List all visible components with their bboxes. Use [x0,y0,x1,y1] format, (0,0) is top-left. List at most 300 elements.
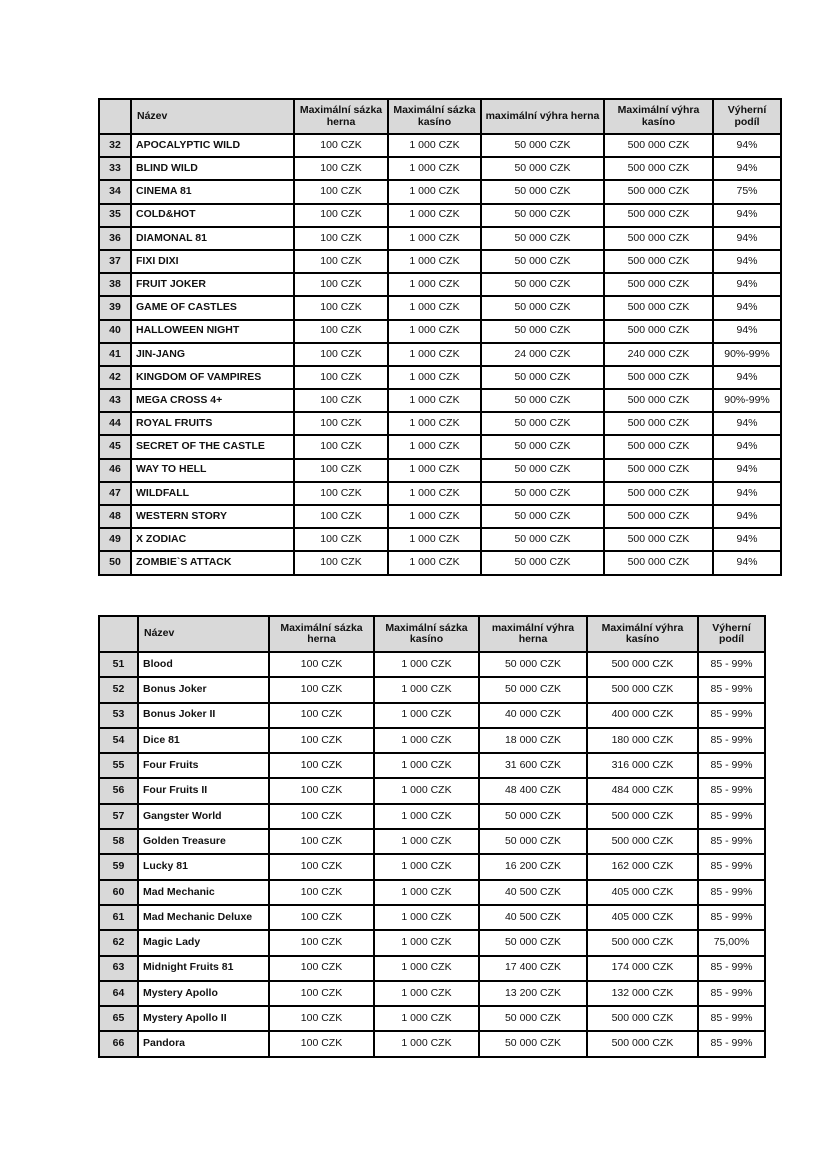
payout-ratio: 90%-99% [713,389,781,412]
row-index: 38 [99,273,131,296]
max-win-herna: 50 000 CZK [481,505,604,528]
max-bet-herna: 100 CZK [294,435,388,458]
payout-ratio: 94% [713,505,781,528]
max-win-kasino: 500 000 CZK [604,528,713,551]
game-name: Bonus Joker [138,677,269,702]
header-max-win-kasino: Maximální výhra kasíno [587,616,698,652]
max-win-kasino: 500 000 CZK [604,389,713,412]
max-win-kasino: 500 000 CZK [604,366,713,389]
header-row [99,616,765,652]
max-win-herna: 40 500 CZK [479,905,587,930]
payout-ratio: 94% [713,204,781,227]
game-name: APOCALYPTIC WILD [131,134,294,157]
max-bet-herna: 100 CZK [294,134,388,157]
max-bet-kasino: 1 000 CZK [374,778,479,803]
game-name: Pandora [138,1031,269,1056]
payout-ratio: 94% [713,273,781,296]
payout-ratio: 85 - 99% [698,804,765,829]
max-win-kasino: 500 000 CZK [604,157,713,180]
header-name: Název [138,616,269,652]
max-bet-herna: 100 CZK [294,528,388,551]
max-bet-kasino: 1 000 CZK [388,435,481,458]
header-max-bet-herna: Maximální sázka herna [269,616,374,652]
max-win-kasino: 500 000 CZK [604,505,713,528]
table-row [99,829,765,854]
max-bet-herna: 100 CZK [269,829,374,854]
table-row [99,703,765,728]
max-bet-herna: 100 CZK [294,343,388,366]
table-row [99,250,781,273]
row-index: 56 [99,778,138,803]
table-row [99,157,781,180]
game-name: ZOMBIE`S ATTACK [131,551,294,574]
max-win-herna: 50 000 CZK [481,459,604,482]
max-win-kasino: 500 000 CZK [604,180,713,203]
payout-ratio: 85 - 99% [698,981,765,1006]
max-bet-kasino: 1 000 CZK [374,1006,479,1031]
max-bet-herna: 100 CZK [269,1031,374,1056]
header-max-win-kasino: Maximální výhra kasíno [604,99,713,134]
max-bet-kasino: 1 000 CZK [388,389,481,412]
max-bet-herna: 100 CZK [294,412,388,435]
game-name: DIAMONAL 81 [131,227,294,250]
game-name: GAME OF CASTLES [131,296,294,319]
table-row [99,273,781,296]
max-bet-herna: 100 CZK [269,728,374,753]
payout-ratio: 90%-99% [713,343,781,366]
max-win-herna: 50 000 CZK [481,296,604,319]
game-name: Four Fruits [138,753,269,778]
max-bet-herna: 100 CZK [294,273,388,296]
max-win-kasino: 500 000 CZK [604,273,713,296]
game-name: Blood [138,652,269,677]
table-row [99,134,781,157]
payout-ratio: 85 - 99% [698,956,765,981]
max-bet-herna: 100 CZK [294,296,388,319]
max-win-herna: 50 000 CZK [481,157,604,180]
table-row [99,652,765,677]
max-win-herna: 17 400 CZK [479,956,587,981]
row-index: 53 [99,703,138,728]
row-index: 44 [99,412,131,435]
game-name: WAY TO HELL [131,459,294,482]
header-max-bet-kasino: Maximální sázka kasíno [388,99,481,134]
row-index: 52 [99,677,138,702]
row-index: 43 [99,389,131,412]
row-index: 60 [99,880,138,905]
table-row [99,981,765,1006]
max-win-herna: 50 000 CZK [481,227,604,250]
max-bet-kasino: 1 000 CZK [374,981,479,1006]
max-win-kasino: 500 000 CZK [604,250,713,273]
max-win-herna: 18 000 CZK [479,728,587,753]
header-max-bet-kasino: Maximální sázka kasíno [374,616,479,652]
table-row [99,880,765,905]
table-row [99,930,765,955]
payout-ratio: 94% [713,250,781,273]
max-win-kasino: 500 000 CZK [604,227,713,250]
row-index: 37 [99,250,131,273]
row-index: 47 [99,482,131,505]
max-bet-kasino: 1 000 CZK [374,728,479,753]
max-bet-herna: 100 CZK [294,250,388,273]
max-win-kasino: 500 000 CZK [604,482,713,505]
payout-ratio: 94% [713,412,781,435]
game-name: COLD&HOT [131,204,294,227]
table-row [99,551,781,574]
max-bet-kasino: 1 000 CZK [374,804,479,829]
payout-ratio: 94% [713,482,781,505]
max-bet-herna: 100 CZK [269,703,374,728]
row-index: 59 [99,854,138,879]
max-win-kasino: 405 000 CZK [587,905,698,930]
payout-ratio: 85 - 99% [698,854,765,879]
payout-ratio: 94% [713,551,781,574]
max-bet-herna: 100 CZK [269,778,374,803]
table-row [99,482,781,505]
max-bet-kasino: 1 000 CZK [374,905,479,930]
max-win-kasino: 500 000 CZK [587,677,698,702]
table-row [99,505,781,528]
payout-ratio: 85 - 99% [698,880,765,905]
max-bet-herna: 100 CZK [269,1006,374,1031]
row-index: 57 [99,804,138,829]
max-win-herna: 50 000 CZK [481,528,604,551]
row-index: 64 [99,981,138,1006]
max-win-herna: 50 000 CZK [479,1031,587,1056]
payout-ratio: 94% [713,459,781,482]
max-bet-kasino: 1 000 CZK [374,829,479,854]
max-win-herna: 50 000 CZK [481,389,604,412]
max-win-herna: 50 000 CZK [481,320,604,343]
max-win-kasino: 405 000 CZK [587,880,698,905]
max-bet-kasino: 1 000 CZK [388,250,481,273]
payout-ratio: 85 - 99% [698,728,765,753]
max-win-herna: 13 200 CZK [479,981,587,1006]
game-name: Magic Lady [138,930,269,955]
table-row [99,778,765,803]
max-bet-kasino: 1 000 CZK [374,880,479,905]
max-bet-herna: 100 CZK [269,677,374,702]
game-name: Four Fruits II [138,778,269,803]
max-bet-herna: 100 CZK [294,505,388,528]
row-index: 39 [99,296,131,319]
table-row [99,204,781,227]
header-name: Název [131,99,294,134]
table-row [99,528,781,551]
game-name: JIN-JANG [131,343,294,366]
table-header [99,616,765,652]
table-row [99,804,765,829]
payout-ratio: 85 - 99% [698,1031,765,1056]
payout-ratio: 94% [713,296,781,319]
table-row [99,459,781,482]
table-row [99,435,781,458]
max-win-kasino: 174 000 CZK [587,956,698,981]
max-bet-kasino: 1 000 CZK [388,459,481,482]
payout-ratio: 85 - 99% [698,905,765,930]
max-bet-kasino: 1 000 CZK [388,227,481,250]
payout-ratio: 85 - 99% [698,652,765,677]
row-index: 32 [99,134,131,157]
game-name: SECRET OF THE CASTLE [131,435,294,458]
row-index: 51 [99,652,138,677]
header-max-win-herna: maximální výhra herna [479,616,587,652]
row-index: 65 [99,1006,138,1031]
max-bet-herna: 100 CZK [269,956,374,981]
max-bet-herna: 100 CZK [269,930,374,955]
max-bet-kasino: 1 000 CZK [388,134,481,157]
game-name: Lucky 81 [138,854,269,879]
table-row [99,389,781,412]
max-win-herna: 50 000 CZK [481,551,604,574]
row-index: 50 [99,551,131,574]
max-bet-kasino: 1 000 CZK [388,551,481,574]
max-bet-herna: 100 CZK [269,880,374,905]
game-name: Golden Treasure [138,829,269,854]
max-bet-kasino: 1 000 CZK [374,703,479,728]
payout-ratio: 75% [713,180,781,203]
max-win-kasino: 500 000 CZK [604,204,713,227]
max-win-herna: 31 600 CZK [479,753,587,778]
max-win-herna: 50 000 CZK [479,1006,587,1031]
row-index: 36 [99,227,131,250]
max-win-herna: 50 000 CZK [481,134,604,157]
max-win-herna: 50 000 CZK [481,412,604,435]
table-row [99,296,781,319]
payout-ratio: 85 - 99% [698,753,765,778]
max-win-herna: 48 400 CZK [479,778,587,803]
max-win-kasino: 500 000 CZK [604,459,713,482]
payout-ratio: 94% [713,528,781,551]
max-bet-herna: 100 CZK [269,854,374,879]
game-name: Mad Mechanic [138,880,269,905]
table-row [99,227,781,250]
payout-ratio: 94% [713,366,781,389]
max-bet-kasino: 1 000 CZK [374,1031,479,1056]
max-win-kasino: 240 000 CZK [604,343,713,366]
max-win-kasino: 500 000 CZK [604,296,713,319]
max-bet-kasino: 1 000 CZK [374,854,479,879]
max-win-herna: 50 000 CZK [481,366,604,389]
max-win-kasino: 500 000 CZK [587,804,698,829]
max-win-herna: 40 000 CZK [479,703,587,728]
row-index: 49 [99,528,131,551]
max-win-kasino: 484 000 CZK [587,778,698,803]
max-win-kasino: 500 000 CZK [587,1031,698,1056]
max-bet-herna: 100 CZK [294,204,388,227]
row-index: 54 [99,728,138,753]
header-max-bet-herna: Maximální sázka herna [294,99,388,134]
max-bet-kasino: 1 000 CZK [374,930,479,955]
max-win-herna: 50 000 CZK [479,829,587,854]
max-bet-kasino: 1 000 CZK [374,956,479,981]
header-row [99,99,781,134]
max-win-kasino: 500 000 CZK [587,652,698,677]
max-win-kasino: 500 000 CZK [587,829,698,854]
max-win-kasino: 500 000 CZK [604,551,713,574]
max-win-herna: 16 200 CZK [479,854,587,879]
header-payout: Výherní podíl [713,99,781,134]
row-index: 33 [99,157,131,180]
table-row [99,180,781,203]
game-name: HALLOWEEN NIGHT [131,320,294,343]
row-index: 42 [99,366,131,389]
header-payout: Výherní podíl [698,616,765,652]
max-win-kasino: 162 000 CZK [587,854,698,879]
max-bet-kasino: 1 000 CZK [388,528,481,551]
max-win-kasino: 500 000 CZK [587,1006,698,1031]
table-header [99,99,781,134]
max-win-herna: 50 000 CZK [479,677,587,702]
max-bet-herna: 100 CZK [294,227,388,250]
max-bet-herna: 100 CZK [294,482,388,505]
games-table-1 [98,98,782,576]
game-name: Bonus Joker II [138,703,269,728]
max-win-kasino: 500 000 CZK [604,412,713,435]
payout-ratio: 75,00% [698,930,765,955]
max-bet-herna: 100 CZK [294,157,388,180]
payout-ratio: 85 - 99% [698,703,765,728]
max-bet-kasino: 1 000 CZK [388,482,481,505]
max-bet-herna: 100 CZK [294,320,388,343]
max-bet-kasino: 1 000 CZK [388,343,481,366]
row-index: 48 [99,505,131,528]
payout-ratio: 94% [713,134,781,157]
max-win-kasino: 180 000 CZK [587,728,698,753]
max-win-herna: 24 000 CZK [481,343,604,366]
max-win-kasino: 316 000 CZK [587,753,698,778]
max-bet-kasino: 1 000 CZK [388,273,481,296]
max-win-kasino: 500 000 CZK [604,435,713,458]
max-win-herna: 50 000 CZK [481,250,604,273]
table-row [99,412,781,435]
max-win-herna: 50 000 CZK [479,652,587,677]
game-name: Mad Mechanic Deluxe [138,905,269,930]
table-row [99,1031,765,1056]
max-bet-kasino: 1 000 CZK [388,366,481,389]
row-index: 63 [99,956,138,981]
max-win-herna: 50 000 CZK [481,180,604,203]
game-name: WESTERN STORY [131,505,294,528]
row-index: 66 [99,1031,138,1056]
row-index: 46 [99,459,131,482]
header-index [99,616,138,652]
table-body [99,652,765,1057]
game-name: Gangster World [138,804,269,829]
max-bet-kasino: 1 000 CZK [388,505,481,528]
payout-ratio: 94% [713,157,781,180]
max-bet-herna: 100 CZK [269,753,374,778]
max-bet-kasino: 1 000 CZK [388,412,481,435]
max-bet-herna: 100 CZK [294,551,388,574]
max-bet-kasino: 1 000 CZK [374,652,479,677]
row-index: 55 [99,753,138,778]
game-name: Mystery Apollo [138,981,269,1006]
max-win-kasino: 500 000 CZK [604,320,713,343]
games-table-2 [98,615,766,1058]
game-name: X ZODIAC [131,528,294,551]
max-bet-herna: 100 CZK [294,180,388,203]
game-name: FRUIT JOKER [131,273,294,296]
payout-ratio: 85 - 99% [698,829,765,854]
row-index: 41 [99,343,131,366]
game-name: BLIND WILD [131,157,294,180]
row-index: 58 [99,829,138,854]
max-win-kasino: 500 000 CZK [604,134,713,157]
game-name: WILDFALL [131,482,294,505]
max-bet-herna: 100 CZK [269,804,374,829]
table-row [99,854,765,879]
max-bet-kasino: 1 000 CZK [388,204,481,227]
max-bet-kasino: 1 000 CZK [374,753,479,778]
game-name: FIXI DIXI [131,250,294,273]
payout-ratio: 85 - 99% [698,677,765,702]
table-row [99,677,765,702]
max-bet-kasino: 1 000 CZK [388,320,481,343]
game-name: Mystery Apollo II [138,1006,269,1031]
max-bet-kasino: 1 000 CZK [388,180,481,203]
game-name: Midnight Fruits 81 [138,956,269,981]
row-index: 35 [99,204,131,227]
table-row [99,343,781,366]
max-bet-herna: 100 CZK [294,389,388,412]
max-win-herna: 50 000 CZK [481,435,604,458]
table-row [99,905,765,930]
table-row [99,956,765,981]
max-bet-kasino: 1 000 CZK [388,296,481,319]
table-row [99,728,765,753]
table-row [99,320,781,343]
header-index [99,99,131,134]
table-row [99,1006,765,1031]
game-name: ROYAL FRUITS [131,412,294,435]
max-win-kasino: 400 000 CZK [587,703,698,728]
table-row [99,366,781,389]
game-name: Dice 81 [138,728,269,753]
row-index: 45 [99,435,131,458]
header-max-win-herna: maximální výhra herna [481,99,604,134]
max-bet-herna: 100 CZK [269,652,374,677]
max-win-kasino: 132 000 CZK [587,981,698,1006]
game-name: CINEMA 81 [131,180,294,203]
payout-ratio: 85 - 99% [698,1006,765,1031]
max-win-herna: 50 000 CZK [481,482,604,505]
payout-ratio: 85 - 99% [698,778,765,803]
row-index: 34 [99,180,131,203]
max-win-herna: 50 000 CZK [481,273,604,296]
table-body [99,134,781,575]
max-bet-kasino: 1 000 CZK [388,157,481,180]
payout-ratio: 94% [713,435,781,458]
max-bet-kasino: 1 000 CZK [374,677,479,702]
max-bet-herna: 100 CZK [269,981,374,1006]
max-win-herna: 50 000 CZK [481,204,604,227]
game-name: MEGA CROSS 4+ [131,389,294,412]
max-win-herna: 40 500 CZK [479,880,587,905]
payout-ratio: 94% [713,227,781,250]
row-index: 62 [99,930,138,955]
max-bet-herna: 100 CZK [269,905,374,930]
max-win-herna: 50 000 CZK [479,804,587,829]
max-win-kasino: 500 000 CZK [587,930,698,955]
table-row [99,753,765,778]
max-win-herna: 50 000 CZK [479,930,587,955]
game-name: KINGDOM OF VAMPIRES [131,366,294,389]
row-index: 40 [99,320,131,343]
row-index: 61 [99,905,138,930]
max-bet-herna: 100 CZK [294,459,388,482]
